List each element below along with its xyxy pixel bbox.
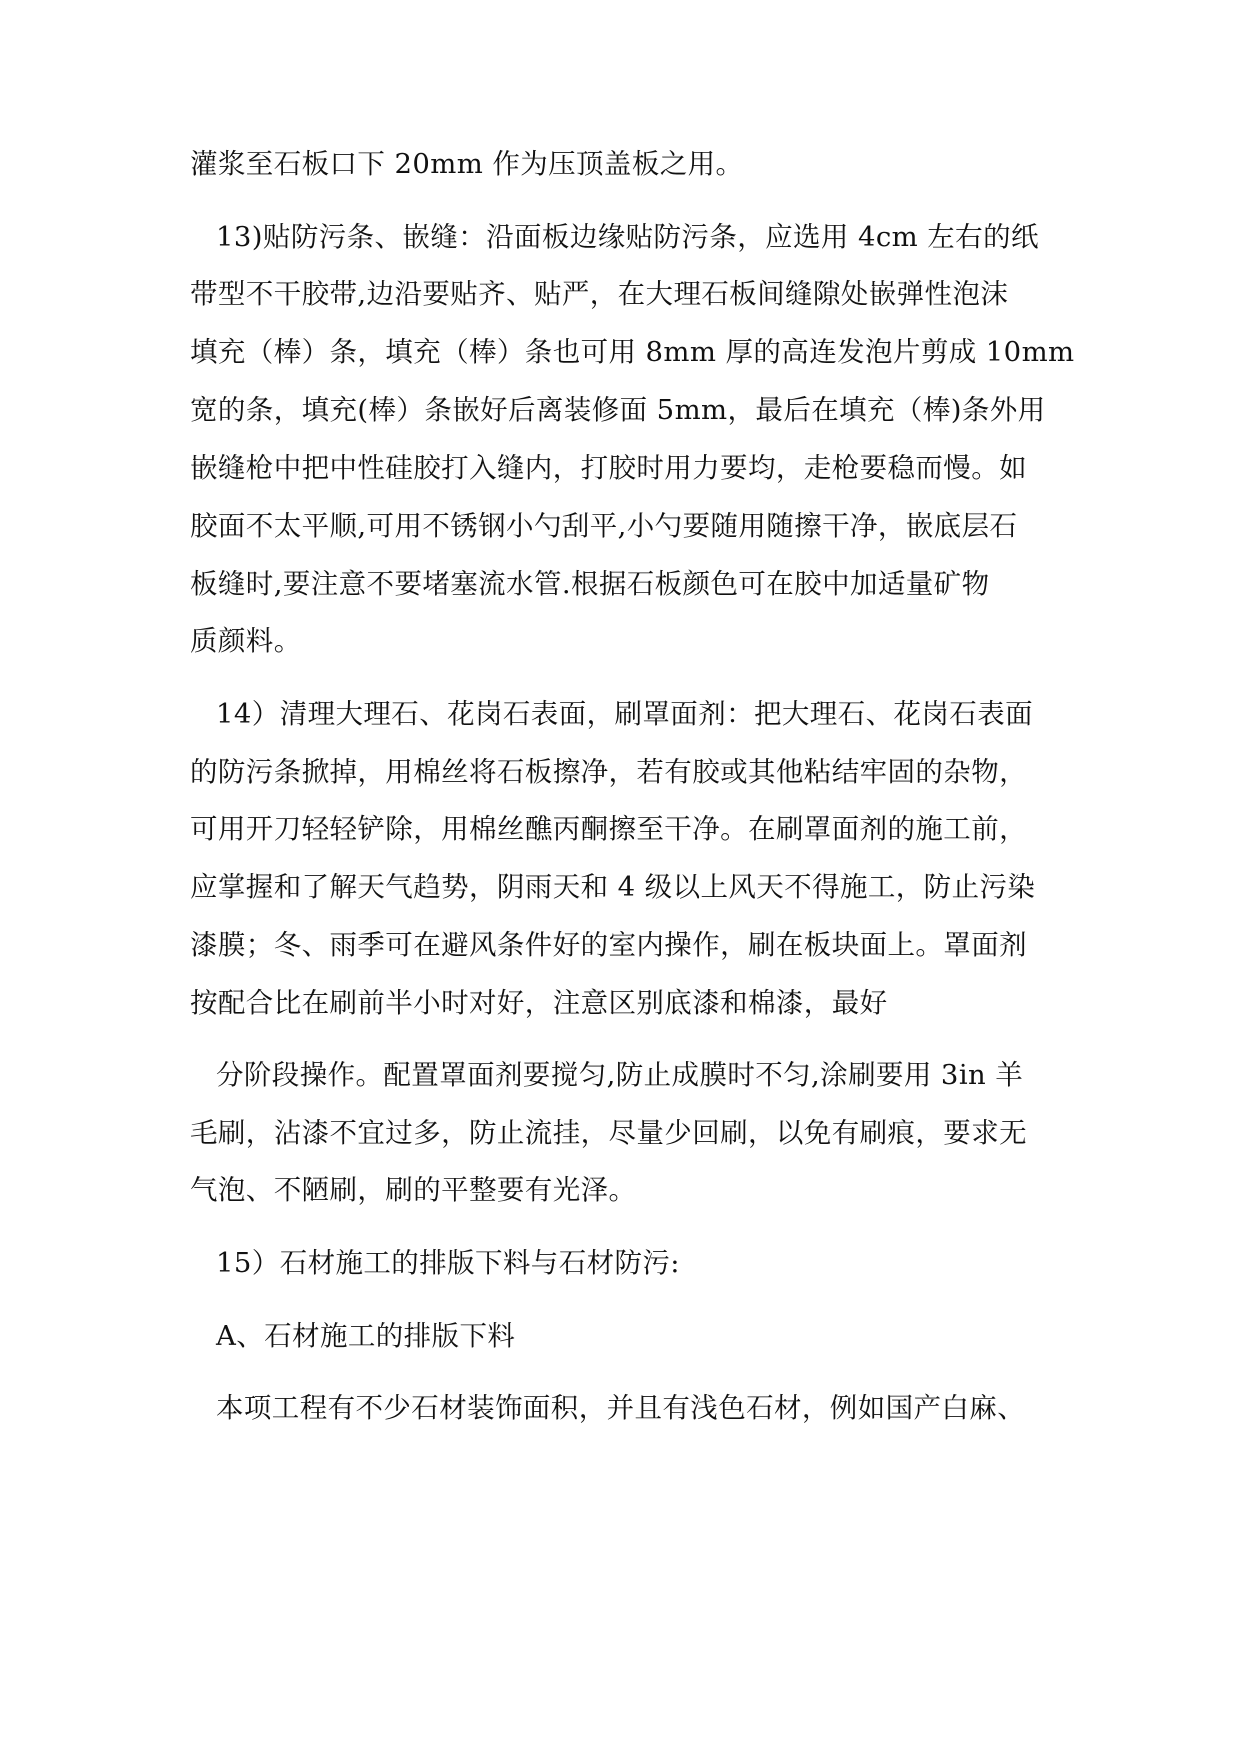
text-line: 嵌缝枪中把中性硅胶打入缝内，打胶时用力要均，走枪要稳而慢。如 (190, 452, 1027, 484)
text-line: A、石材施工的排版下料 (216, 1320, 516, 1352)
text-line: 填充（棒）条，填充（棒）条也可用 8mm 厚的高连发泡片剪成 10mm (190, 336, 1075, 368)
text-line: 毛刷，沾漆不宜过多，防止流挂，尽量少回刷，以免有刷痕，要求无 (190, 1117, 1027, 1149)
text-line: 质颜料。 (190, 625, 302, 657)
text-line: 板缝时,要注意不要堵塞流水管.根据石板颜色可在胶中加适量矿物 (190, 568, 990, 600)
text-line: 本项工程有不少石材装饰面积，并且有浅色石材，例如国产白麻、 (216, 1392, 1026, 1424)
text-line: 带型不干胶带,边沿要贴齐、贴严，在大理石板间缝隙处嵌弹性泡沫 (190, 278, 1009, 310)
text-line: 的防污条掀掉，用棉丝将石板擦净，若有胶或其他粘结牢固的杂物， (190, 756, 1027, 788)
text-line: 漆膜；冬、雨季可在避风条件好的室内操作，刷在板块面上。罩面剂 (190, 929, 1027, 961)
text-line: 分阶段操作。配置罩面剂要搅匀,防止成膜时不匀,涂刷要用 3in 羊 (216, 1059, 1024, 1091)
text-line: 可用开刀轻轻铲除，用棉丝醮丙酮擦至干净。在刷罩面剂的施工前， (190, 813, 1027, 845)
text-line: 14）清理大理石、花岗石表面，刷罩面剂：把大理石、花岗石表面 (216, 698, 1033, 730)
text-line: 按配合比在刷前半小时对好，注意区别底漆和棉漆，最好 (190, 987, 888, 1019)
text-line: 宽的条，填充(棒）条嵌好后离装修面 5mm，最后在填充（棒)条外用 (190, 394, 1046, 426)
text-line: 气泡、不陋刷，刷的平整要有光泽。 (190, 1174, 637, 1206)
text-line: 应掌握和了解天气趋势，阴雨天和 4 级以上风天不得施工，防止污染 (190, 871, 1036, 903)
text-line: 胶面不太平顺,可用不锈钢小勺刮平,小勺要随用随擦干净，嵌底层石 (190, 510, 1018, 542)
text-line: 灌浆至石板口下 20mm 作为压顶盖板之用。 (190, 148, 744, 180)
text-line: 13)贴防污条、嵌缝：沿面板边缘贴防污条，应选用 4cm 左右的纸 (216, 221, 1039, 253)
text-line: 15）石材施工的排版下料与石材防污: (216, 1247, 680, 1279)
